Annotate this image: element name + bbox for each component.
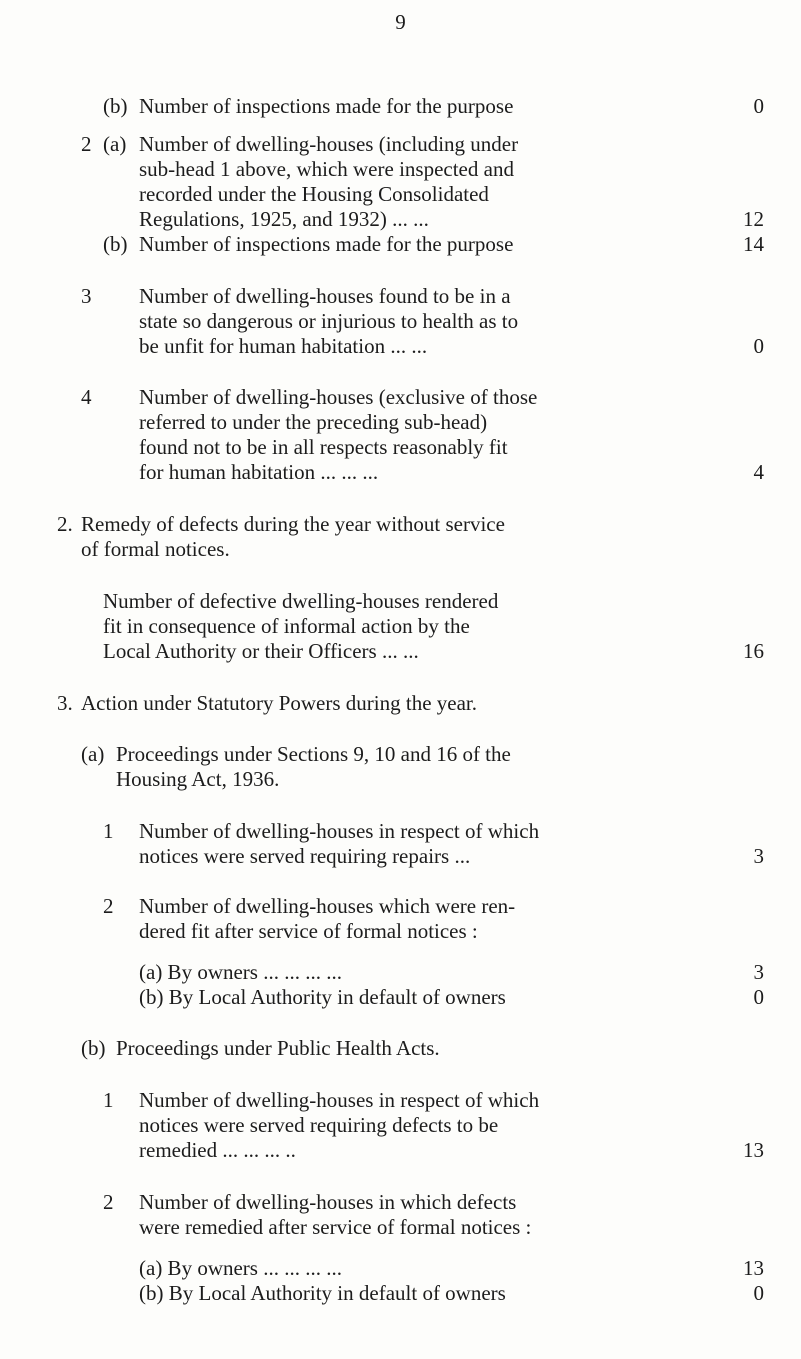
item-value: 12 — [743, 207, 764, 231]
item-line: Number of dwelling-houses in respect of which — [139, 819, 540, 843]
item-line: Number of dwelling-houses which were ren- — [139, 894, 516, 918]
section-heading: Action under Statutory Powers during the year. — [81, 691, 478, 715]
item-line: Number of dwelling-houses (exclusive of those — [139, 385, 538, 409]
item-value: 3 — [753, 960, 764, 984]
item-index: 1 — [103, 819, 114, 843]
item-line: were remedied after service of formal notices : — [139, 1215, 532, 1239]
item-line: Number of defective dwelling-houses rendered — [103, 589, 499, 613]
item-index: 2 — [103, 894, 114, 918]
item-line: state so dangerous or injurious to health as to — [139, 309, 519, 333]
authority-line: (b) By Local Authority in default of owners — [139, 1281, 506, 1305]
item-line: be unfit for human habitation ... ... — [139, 334, 428, 358]
item-line: fit in consequence of informal action by the — [103, 614, 470, 638]
item-label: (b) — [103, 94, 128, 118]
item-line: notices were served requiring repairs ... — [139, 844, 471, 868]
item-line: Number of dwelling-houses in respect of which — [139, 1088, 540, 1112]
section-number: 2. — [57, 512, 73, 536]
item-value: 4 — [753, 460, 764, 484]
item-value: 14 — [743, 232, 764, 256]
item-text: Number of inspections made for the purpose — [139, 94, 514, 118]
page-number: 9 — [395, 10, 406, 34]
item-line: found not to be in all respects reasonably fit — [139, 435, 508, 459]
item-value: 13 — [743, 1256, 764, 1280]
item-value: 0 — [753, 985, 764, 1009]
item-index: 3 — [81, 284, 92, 308]
subsection-label: (a) — [81, 742, 105, 766]
item-line: Number of dwelling-houses (including under — [139, 132, 519, 156]
owners-line: (a) By owners ... ... ... ... — [139, 1256, 342, 1280]
item-label: (a) — [103, 132, 127, 156]
subsection-heading: Housing Act, 1936. — [116, 767, 280, 791]
item-index: 4 — [81, 385, 92, 409]
item-index: 1 — [103, 1088, 114, 1112]
item-line: dered fit after service of formal notices : — [139, 919, 478, 943]
section-number: 3. — [57, 691, 73, 715]
subsection-heading: Proceedings under Public Health Acts. — [116, 1036, 440, 1060]
item-value: 13 — [743, 1138, 764, 1162]
section-heading: of formal notices. — [81, 537, 230, 561]
item-line: for human habitation ... ... ... — [139, 460, 379, 484]
item-line: notices were served requiring defects to be — [139, 1113, 499, 1137]
item-line: sub-head 1 above, which were inspected and — [139, 157, 514, 181]
subsection-label: (b) — [81, 1036, 106, 1060]
item-line: referred to under the preceding sub-head) — [139, 410, 488, 434]
item-line: Number of dwelling-houses found to be in a — [139, 284, 511, 308]
item-label: (b) — [103, 232, 128, 256]
item-index: 2 — [103, 1190, 114, 1214]
item-line: Number of dwelling-houses in which defects — [139, 1190, 517, 1214]
item-line: Local Authority or their Officers ... ... — [103, 639, 419, 663]
section-heading: Remedy of defects during the year without service — [81, 512, 505, 536]
item-line: recorded under the Housing Consolidated — [139, 182, 489, 206]
item-value: 3 — [753, 844, 764, 868]
subsection-heading: Proceedings under Sections 9, 10 and 16 of the — [116, 742, 511, 766]
item-line: remedied ... ... ... .. — [139, 1138, 296, 1162]
item-text: Number of inspections made for the purpose — [139, 232, 514, 256]
item-value: 0 — [753, 94, 764, 118]
owners-line: (a) By owners ... ... ... ... — [139, 960, 342, 984]
item-value: 0 — [753, 334, 764, 358]
item-value: 16 — [743, 639, 764, 663]
authority-line: (b) By Local Authority in default of owners — [139, 985, 506, 1009]
item-line: Regulations, 1925, and 1932) ... ... — [139, 207, 429, 231]
item-value: 0 — [753, 1281, 764, 1305]
item-index: 2 — [81, 132, 92, 156]
